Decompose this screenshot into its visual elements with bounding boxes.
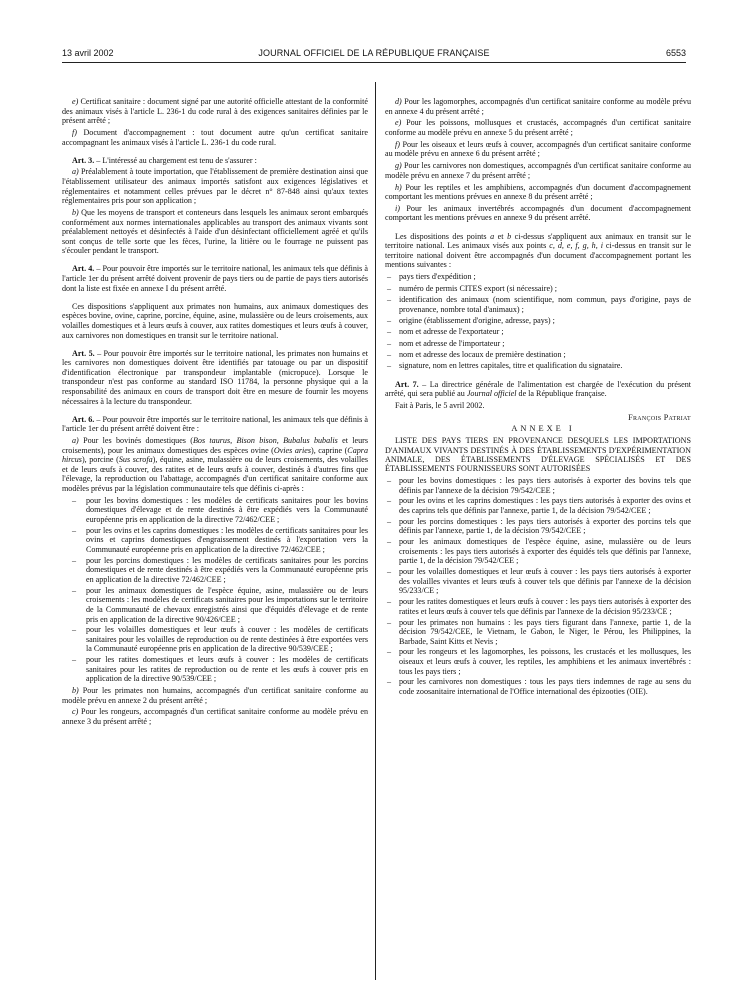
article-3-a: a) Préalablement à toute importation, que l'établissement de première destination ainsi que l'établissement utilisateur des animaux importés satisfont aux exigences législatives et réglementaires et notamment celles prévues par le décret n° 87-848 ainsi qu'aux textes réglementaires pris pour son application ; <box>62 167 368 206</box>
annexe-heading: LISTE DES PAYS TIERS EN PROVENANCE DESQUELS LES IMPORTATIONS D'ANIMAUX VIVANTS DESTINÉS À DES ÉTABLISSEMENTS D'EXPÉRIMENTATION ANIMALE, DES ÉTABLISSEMENTS D'ÉLEVAGE SPÉCIALISÉS ET DES ÉTABLISSEMENTS FOURNISSEURS SONT AUTORISÉES <box>385 436 691 474</box>
list-item: – pour les ratites domestiques et leurs œufs à couver : les modèles de certificats sanitaires pour les ratites de reproduction ou de rente et les œufs à couver pris en application de la directive 90/539/CEE ; <box>62 655 368 684</box>
list-item: – pour les animaux domestiques de l'espèce équine, asine, mulassière ou de leurs croisements : les pays tiers autorisés à exporter des équidés tels que définis par l'annexe, partie 1, de la décision 79/542/CEE ; <box>385 537 691 566</box>
article-6-h: h) Pour les reptiles et les amphibiens, accompagnés d'un document d'accompagnement comportant les mentions prévues en annexe 8 du présent arrêté ; <box>385 182 691 202</box>
article-6-e: e) Pour les poissons, mollusques et crustacés, accompagnés d'un certificat sanitaire conforme au modèle prévu en annexe 5 du présent arrêté ; <box>385 118 691 137</box>
left-column <box>62 97 368 985</box>
annexe-title: ANNEXE I <box>511 424 575 434</box>
page-number: 6553 <box>665 48 686 58</box>
article-6: Art. 6. – Pour pouvoir être importés sur le territoire national, les animaux tels que définis à l'article 1er du présent arrêté doivent être : <box>62 414 368 434</box>
article-7: Art. 7. – La directrice générale de l'alimentation est chargée de l'exécution du présent arrêté, qui sera publié au Journal officiel de la République française. <box>385 379 691 399</box>
article-6-b: b) Pour les primates non humains, accompagnés d'un certificat sanitaire conforme au modèle prévu en annexe 2 du présent arrêté ; <box>62 686 368 705</box>
mentions-list <box>385 272 691 371</box>
list-item: – pour les ovins et les caprins domestiques : les pays tiers autorisés à exporter des ovins et des caprins tels que définis par l'annexe, partie 1, de la décision 79/542/CEE ; <box>385 496 691 515</box>
list-item: – pour les volailles domestiques et leur œufs à couver : les modèles de certificats sanitaires pour les volailles de reproduction ou de rente destinées à être exportées vers la Communauté européenne pris en application de la directive 90/539/CEE ; <box>62 625 368 654</box>
article-5: Art. 5. – Pour pouvoir être importés sur le territoire national, les primates non humains et les carnivores non domestiques doivent être identifiés par tatouage ou par un dispositif d'identification électronique par transpondeur implantable (micropuce). Lorsque le transpondeur n'est pas conforme au standard ISO 11784, la personne physique qui a la responsabilité des animaux en cours de transport doit être en mesure de fournir les moyens nécessaires à la lecture du transpondeur. <box>62 348 368 406</box>
list-item: – nom et adresse des locaux de première destination ; <box>385 350 691 360</box>
list-item: – pour les porcins domestiques : les pays tiers autorisés à exporter des porcins tels que définis par l'annexe, partie 1, de la décision 79/542/CEE ; <box>385 517 691 536</box>
right-column <box>385 97 691 985</box>
fait-a-paris: Fait à Paris, le 5 avril 2002. <box>395 400 485 410</box>
header-date: 13 avril 2002 <box>62 48 114 58</box>
list-item: – numéro de permis CITES export (si nécessaire) ; <box>385 284 691 294</box>
article-6-c: c) Pour les rongeurs, accompagnés d'un certificat sanitaire conforme au modèle prévu en annexe 3 du présent arrêté ; <box>62 707 368 726</box>
certificate-models-list <box>62 496 368 684</box>
transit-dispositions: Les dispositions des points a et b ci-dessus s'appliquent aux animaux en transit sur le territoire national. Les animaux visés aux points c, d, e, f, g, h, i ci-dessus en transit sur le territoire national doivent être accompagnés d'un document d'accompagnement portant les mentions suivantes : <box>385 231 691 270</box>
signatory: François Patriat <box>628 412 691 422</box>
article-4-p2: Ces dispositions s'appliquent aux primates non humains, aux animaux domestiques des espèces bovine, ovine, caprine, porcine, équine, asine, mulassière ou de leurs croisements, aux volailles domestiques et à leurs œufs à couver, aux ratites domestiques et leurs œufs à couver, aux carnivores non domestiques en transit sur le territoire national. <box>62 301 368 340</box>
article-3: Art. 3. – L'intéressé au chargement est tenu de s'assurer : <box>72 155 257 165</box>
list-item: – pour les porcins domestiques : les modèles de certificats sanitaires pour les porcins domestiques et de rente destinés à être expédiés vers la Communauté européenne pris en application de la directive 72/462/CEE ; <box>62 556 368 585</box>
list-item: – pour les ratites domestiques et leurs œufs à couver : les pays tiers autorisés à exporter des ratites et leurs œufs à couver tels que définis par l'annexe de la décision 95/233/CE ; <box>385 597 691 616</box>
article-6-d: d) Pour les lagomorphes, accompagnés d'un certificat sanitaire conforme au modèle prévu en annexe 4 du présent arrêté ; <box>385 97 691 116</box>
list-item: – pour les rongeurs et les lagomorphes, les poissons, les crustacés et les mollusques, les oiseaux et leurs œufs à couver, les reptiles, les amphibiens et les animaux invertébrés : tous les pays tiers ; <box>385 647 691 676</box>
article-6-g: g) Pour les carnivores non domestiques, accompagnés d'un certificat sanitaire conforme au modèle prévu en annexe 7 du présent arrêté ; <box>385 161 691 180</box>
list-item: – pour les bovins domestiques : les pays tiers autorisés à exporter des bovins tels que définis par l'annexe de la décision 79/542/CEE ; <box>385 476 691 495</box>
annexe-countries-list <box>385 476 691 697</box>
article-4: Art. 4. – Pour pouvoir être importés sur le territoire national, les animaux tels que définis à l'article 1er du présent arrêté doivent provenir de pays tiers ou de partie de pays tiers autorisés dont la liste est fixée en annexe I du présent arrêté. <box>62 264 368 293</box>
list-item: – pays tiers d'expédition ; <box>385 272 691 282</box>
article-3-b: b) Que les moyens de transport et conteneurs dans lesquels les animaux seront embarqués conformément aux normes internationales applicables au transport des animaux vivants sont préalablement nettoyés et désinfectés à l'aide d'un désinfectant officiellement agréé et qu'ils sont conçus de telle sorte que les fèces, l'urine, la litière ou le fourrage ne puissent pas s'écouler pendant le transport. <box>62 208 368 256</box>
column-divider <box>375 82 376 980</box>
journal-title: JOURNAL OFFICIEL DE LA RÉPUBLIQUE FRANÇAISE <box>258 48 490 58</box>
header-rule <box>62 62 686 63</box>
list-item: – origine (établissement d'origine, adresse, pays) ; <box>385 316 691 326</box>
paragraph-e: e) Certificat sanitaire : document signé par une autorité officielle attestant de la conformité des animaux visés à l'article L. 236-1 du code rural à des exigences sanitaires définies par le présent arrêté ; <box>62 97 368 126</box>
list-item: – pour les bovins domestiques : les modèles de certificats sanitaires pour les bovins domestiques d'élevage et de rente destinés à être expédiés vers la Communauté européenne pris en application de la directive 72/462/CEE ; <box>62 496 368 525</box>
list-item: – identification des animaux (nom scientifique, nom commun, pays d'origine, pays de provenance, nombre total d'animaux) ; <box>385 295 691 314</box>
list-item: – pour les animaux domestiques de l'espèce équine, asine, mulassière ou de leurs croisements : les modèles de certificats sanitaires pour les importations sur le territoire de la Communauté de chevaux enregistrés ainsi que d'équidés d'élevage et de rente pris en application de la directive 90/426/CEE ; <box>62 586 368 624</box>
article-6-i: i) Pour les animaux invertébrés accompagnés d'un document d'accompagnement comportant les mentions prévues en annexe 9 du présent arrêté. <box>385 203 691 223</box>
article-6-f: f) Pour les oiseaux et leurs œufs à couver, accompagnés d'un certificat sanitaire conforme au modèle prévu en annexe 6 du présent arrêté ; <box>385 139 691 159</box>
paragraph-f: f) Document d'accompagnement : tout document autre qu'un certificat sanitaire accompagnant les animaux visés à l'article L. 236-1 du code rural. <box>62 127 368 147</box>
list-item: – pour les carnivores non domestiques : tous les pays tiers indemnes de rage au sens du code zoosanitaire international de l'Office international des épizooties (OIE). <box>385 677 691 696</box>
list-item: – pour les ovins et les caprins domestiques : les modèles de certificats sanitaires pour les ovins et caprins domestiques d'engraissement destinés à l'exportation vers la Communauté européenne pris en application de la directive 72/462/CEE ; <box>62 526 368 555</box>
list-item: – nom et adresse de l'exportateur ; <box>385 327 691 337</box>
list-item: – pour les primates non humains : les pays tiers figurant dans l'annexe, partie 1, de la décision 79/542/CEE, le Vietnam, le Gabon, le Niger, le Pérou, les Philippines, la Barbade, Saint Kitts et Nevis ; <box>385 618 691 647</box>
article-6-a: a) Pour les bovinés domestiques (Bos taurus, Bison bison, Bubalus bubalis et leurs croisements), pour les animaux domestiques des espèces ovine (Ovies aries), caprine (Capra hircus), porcine (Sus scrofa), équine, asine, mulassière ou de leurs croisements, des volailles et de leurs œufs à couver, des ratites et de leurs œufs à couver, destinés à d'autres fins que l'élevage, la reproduction ou l'abattage, accompagnés d'un certificat sanitaire conforme aux modèles prévus par la législation communautaire tels que définis ci-après : <box>62 436 368 494</box>
list-item: – nom et adresse de l'importateur ; <box>385 339 691 349</box>
list-item: – signature, nom en lettres capitales, titre et qualification du signataire. <box>385 361 691 371</box>
list-item: – pour les volailles domestiques et leur œufs à couver : les pays tiers autorisés à exporter des volailles vivantes et leurs œufs à couver tels que définis par l'annexe de la décision 95/233/CE ; <box>385 567 691 596</box>
